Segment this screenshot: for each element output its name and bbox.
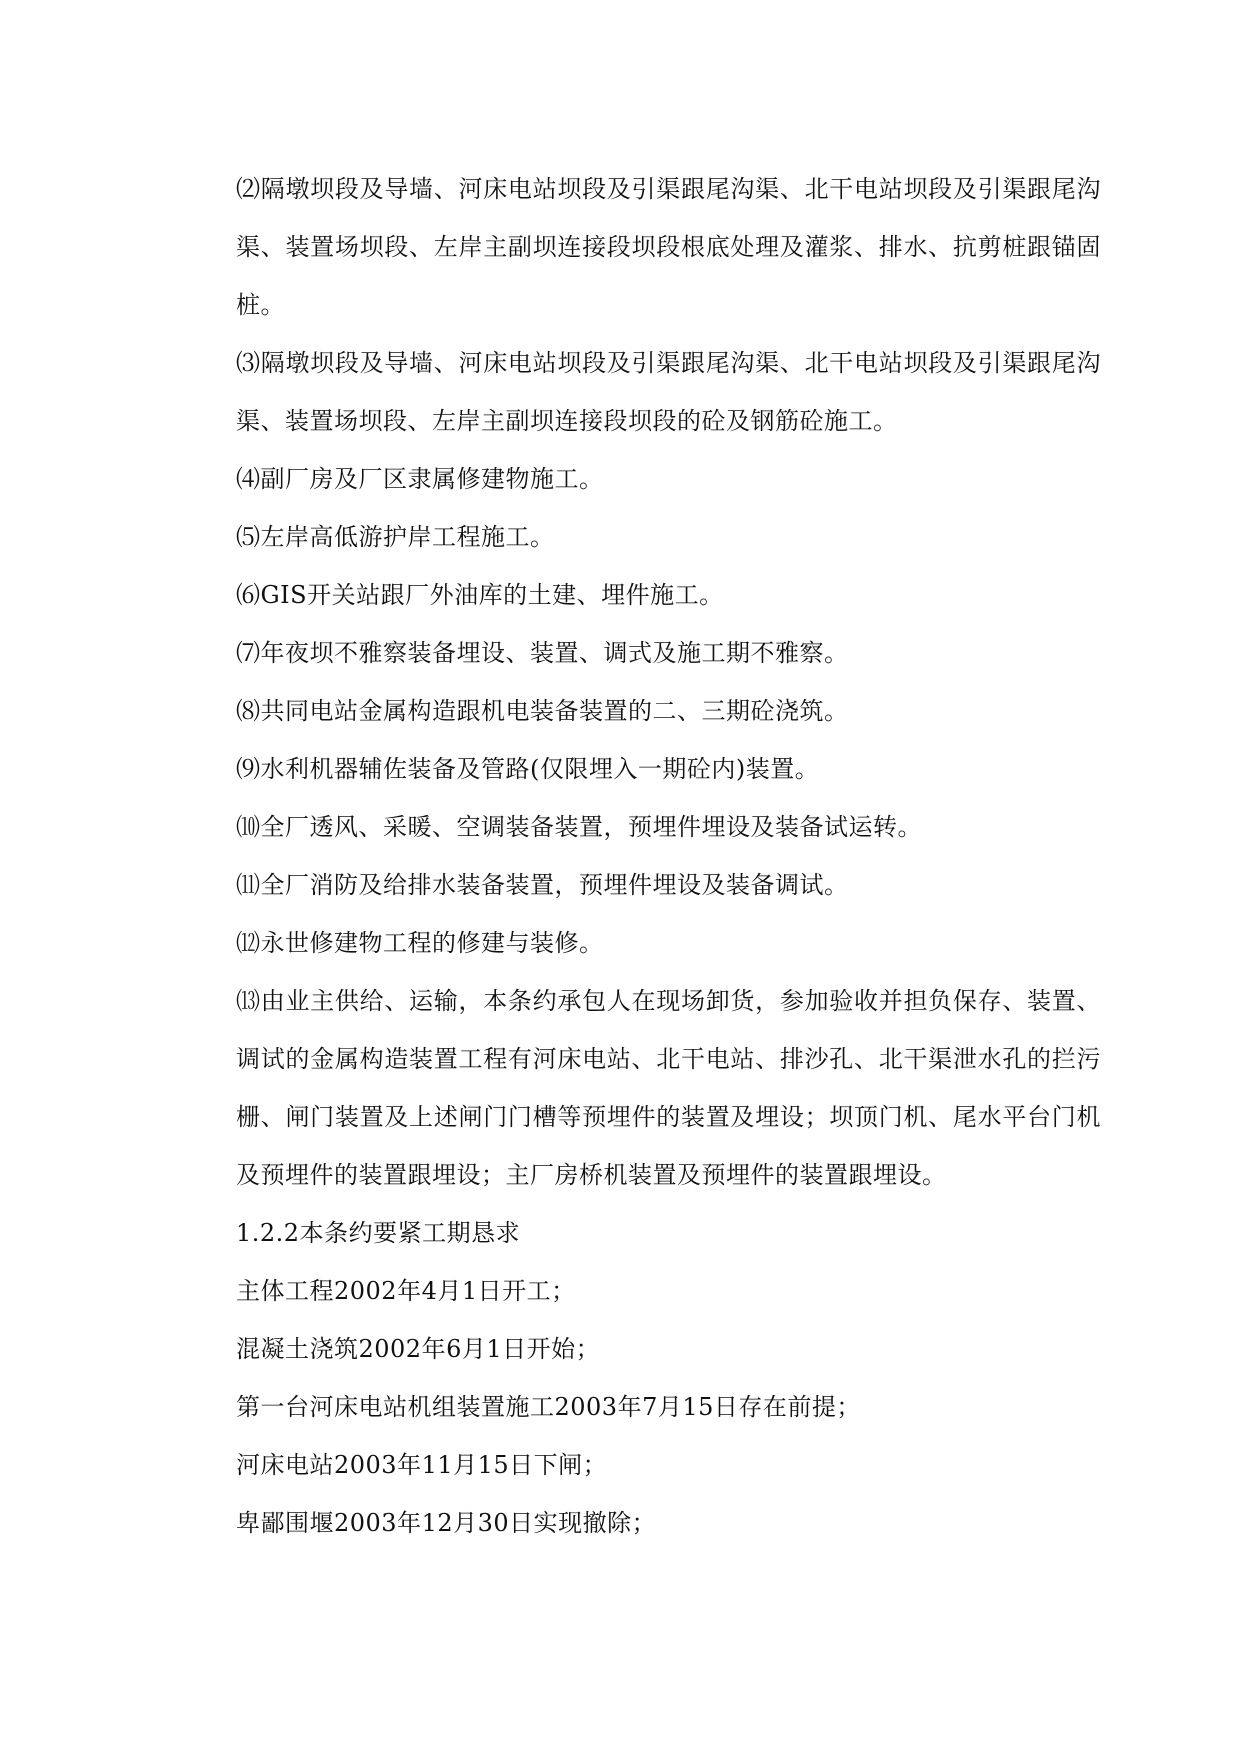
paragraph-item-3: ⑶隔墩坝段及导墙、河床电站坝段及引渠跟尾沟渠、北干电站坝段及引渠跟尾沟渠、装置场坝段、左岸主副坝连接段坝段的砼及钢筋砼施工。: [236, 349, 1101, 435]
paragraph-item-2: ⑵隔墩坝段及导墙、河床电站坝段及引渠跟尾沟渠、北干电站坝段及引渠跟尾沟渠、装置场坝段、左岸主副坝连接段坝段根底处理及灌浆、排水、抗剪桩跟锚固桩。: [236, 175, 1101, 319]
paragraph-item-10: ⑽全厂透风、采暖、空调装备装置，预埋件埋设及装备试运转。: [236, 813, 922, 841]
schedule-line-cofferdam: 卑鄙围堰2003年12月30日实现撤除；: [236, 1509, 657, 1537]
schedule-line-gate-closure: 河床电站2003年11月15日下闸；: [236, 1451, 608, 1479]
section-heading: 1.2.2本条约要紧工期恳求: [236, 1219, 521, 1247]
document-body: [236, 160, 1101, 1552]
paragraph-item-13: ⒀由业主供给、运输，本条约承包人在现场卸货，参加验收并担负保存、装置、调试的金属构造装置工程有河床电站、北干电站、排沙孔、北干渠泄水孔的拦污栅、闸门装置及上述闸门门槽等预埋件的装置及埋设；坝顶门机、尾水平台门机及预埋件的装置跟埋设；主厂房桥机装置及预埋件的装置跟埋设。: [236, 987, 1101, 1189]
paragraph-item-4: ⑷副厂房及厂区隶属修建物施工。: [236, 465, 604, 493]
paragraph-item-8: ⑻共同电站金属构造跟机电装备装置的二、三期砼浇筑。: [236, 697, 849, 725]
paragraph-item-5: ⑸左岸高低游护岸工程施工。: [236, 523, 555, 551]
paragraph-item-7: ⑺年夜坝不雅察装备埋设、装置、调式及施工期不雅察。: [236, 639, 849, 667]
paragraph-item-11: ⑾全厂消防及给排水装备装置，预埋件埋设及装备调试。: [236, 871, 849, 899]
schedule-line-first-unit: 第一台河床电站机组装置施工2003年7月15日存在前提；: [236, 1393, 861, 1421]
schedule-line-concrete: 混凝土浇筑2002年6月1日开始；: [236, 1335, 601, 1363]
paragraph-item-12: ⑿永世修建物工程的修建与装修。: [236, 929, 604, 957]
paragraph-item-6: ⑹GIS开关站跟厂外油库的土建、埋件施工。: [236, 581, 724, 609]
schedule-line-main-works: 主体工程2002年4月1日开工；: [236, 1277, 576, 1305]
paragraph-item-9: ⑼水利机器辅佐装备及管路(仅限埋入一期砼内)装置。: [236, 755, 820, 783]
